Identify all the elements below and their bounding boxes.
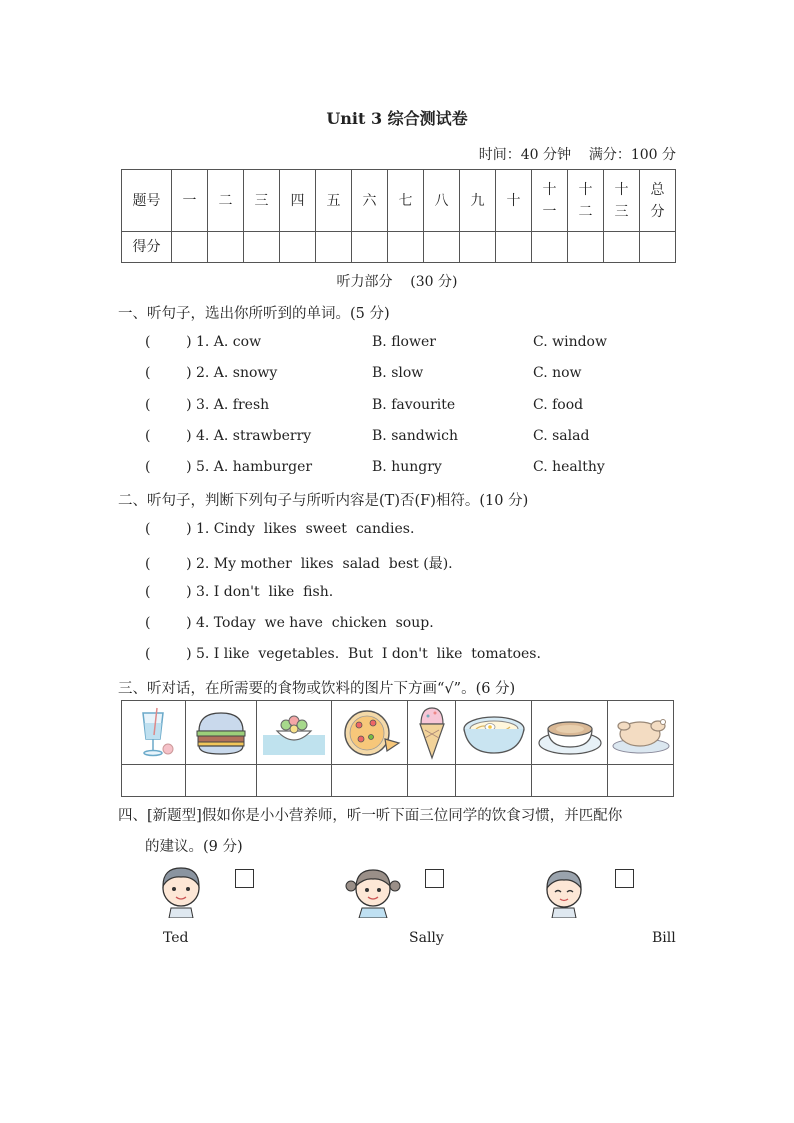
food-cell bbox=[456, 701, 532, 765]
score-cell bbox=[208, 232, 244, 263]
header-cell: 十一 bbox=[532, 170, 568, 232]
food-cell bbox=[332, 701, 408, 765]
score-cell bbox=[172, 232, 208, 263]
answer-cell[interactable] bbox=[608, 765, 674, 797]
header-cell: 十二 bbox=[568, 170, 604, 232]
tf-question bbox=[145, 615, 685, 635]
question-option-a: ( ) 4. A. strawberry bbox=[145, 428, 312, 444]
question-option-c: C. food bbox=[533, 397, 584, 413]
header-cell: 三 bbox=[244, 170, 280, 232]
food-cell bbox=[257, 701, 332, 765]
food-cell bbox=[408, 701, 456, 765]
question-option-a: ( ) 1. A. cow bbox=[145, 334, 262, 350]
question-row bbox=[145, 334, 685, 354]
score-cell bbox=[568, 232, 604, 263]
answer-cell[interactable] bbox=[332, 765, 408, 797]
answer-checkbox[interactable] bbox=[615, 869, 634, 888]
score-cell bbox=[460, 232, 496, 263]
header-cell: 八 bbox=[424, 170, 460, 232]
score-cell bbox=[388, 232, 424, 263]
food-cell bbox=[532, 701, 608, 765]
question-option-b: B. sandwich bbox=[372, 428, 459, 444]
page-title: Unit 3 综合测试卷 bbox=[326, 109, 468, 128]
score-cell bbox=[352, 232, 388, 263]
answer-cell[interactable] bbox=[532, 765, 608, 797]
section2-heading: 二、听句子，判断下列句子与所听内容是(T)否(F)相符。(10 分) bbox=[118, 493, 529, 509]
answer-cell[interactable] bbox=[456, 765, 532, 797]
score-cell bbox=[244, 232, 280, 263]
question-option-b: B. slow bbox=[372, 365, 424, 381]
pizza-icon bbox=[339, 707, 401, 759]
ice-cream-icon bbox=[415, 704, 449, 762]
food-picture-table bbox=[121, 700, 674, 797]
score-cell bbox=[280, 232, 316, 263]
answer-checkbox[interactable] bbox=[235, 869, 254, 888]
question-option-c: C. window bbox=[533, 334, 607, 350]
student-name: Ted bbox=[163, 930, 189, 946]
score-header-row bbox=[122, 170, 676, 232]
noodles-icon bbox=[460, 709, 528, 757]
section4-heading-line1: 四、[新题型]假如你是小小营养师，听一听下面三位同学的饮食习惯，并匹配你 bbox=[118, 808, 623, 824]
header-cell: 一 bbox=[172, 170, 208, 232]
question-option-a: ( ) 5. A. hamburger bbox=[145, 459, 313, 475]
question-option-a: ( ) 3. A. fresh bbox=[145, 397, 270, 413]
header-cell: 五 bbox=[316, 170, 352, 232]
answer-cell[interactable] bbox=[257, 765, 332, 797]
question-option-b: B. favourite bbox=[372, 397, 456, 413]
section3-heading: 三、听对话，在所需要的食物或饮料的图片下方画“√”。(6 分) bbox=[118, 681, 516, 697]
question-option-c: C. now bbox=[533, 365, 582, 381]
time-info: 时间：40 分钟 满分：100 分 bbox=[478, 147, 676, 163]
boy-avatar-icon bbox=[157, 864, 205, 918]
score-table bbox=[121, 169, 676, 263]
section1-heading: 一、听句子，选出你所听到的单词。(5 分) bbox=[118, 306, 390, 322]
food-cell bbox=[608, 701, 674, 765]
score-cell bbox=[532, 232, 568, 263]
tf-question bbox=[145, 584, 685, 604]
girl-avatar-icon bbox=[344, 864, 402, 918]
food-cell bbox=[186, 701, 257, 765]
question-row bbox=[145, 365, 685, 385]
score-value-row bbox=[122, 232, 676, 263]
header-cell: 七 bbox=[388, 170, 424, 232]
header-cell: 题号 bbox=[122, 170, 172, 232]
tf-question bbox=[145, 521, 685, 541]
soup-icon bbox=[536, 709, 604, 757]
student-name: Sally bbox=[409, 930, 444, 946]
tf-question-text: ( ) 5. I like vegetables. But I don't like tomatoes. bbox=[145, 646, 541, 662]
answer-checkbox[interactable] bbox=[425, 869, 444, 888]
header-cell: 总分 bbox=[640, 170, 676, 232]
header-cell: 六 bbox=[352, 170, 388, 232]
salad-icon bbox=[261, 709, 327, 757]
tf-question bbox=[145, 553, 685, 573]
score-cell bbox=[424, 232, 460, 263]
section4-heading-line2: 的建议。(9 分) bbox=[145, 839, 243, 855]
score-cell bbox=[496, 232, 532, 263]
boy-avatar-icon bbox=[541, 866, 587, 918]
roast-chicken-icon bbox=[610, 710, 672, 756]
listening-part-heading: 听力部分 (30 分) bbox=[336, 274, 458, 290]
question-row bbox=[145, 459, 685, 479]
header-cell: 二 bbox=[208, 170, 244, 232]
score-cell bbox=[316, 232, 352, 263]
question-option-b: B. hungry bbox=[372, 459, 442, 475]
food-cell bbox=[122, 701, 186, 765]
student-name: Bill bbox=[652, 930, 676, 946]
header-cell: 九 bbox=[460, 170, 496, 232]
answer-cell[interactable] bbox=[122, 765, 186, 797]
tf-question-text: ( ) 3. I don't like fish. bbox=[145, 584, 334, 600]
tf-question-text: ( ) 4. Today we have chicken soup. bbox=[145, 615, 434, 631]
tf-question bbox=[145, 646, 685, 666]
header-cell: 十 bbox=[496, 170, 532, 232]
score-cell bbox=[604, 232, 640, 263]
tf-question-text: ( ) 2. My mother likes salad best (最). bbox=[145, 556, 453, 572]
question-option-a: ( ) 2. A. snowy bbox=[145, 365, 278, 381]
score-label: 得分 bbox=[122, 232, 172, 263]
answer-cell[interactable] bbox=[186, 765, 257, 797]
header-cell: 四 bbox=[280, 170, 316, 232]
question-option-c: C. healthy bbox=[533, 459, 605, 475]
tf-question-text: ( ) 1. Cindy likes sweet candies. bbox=[145, 521, 415, 537]
hamburger-icon bbox=[191, 709, 251, 757]
question-option-b: B. flower bbox=[372, 334, 436, 350]
header-cell: 十三 bbox=[604, 170, 640, 232]
juice-icon bbox=[129, 705, 179, 761]
question-row bbox=[145, 428, 685, 448]
score-cell bbox=[640, 232, 676, 263]
question-option-c: C. salad bbox=[533, 428, 590, 444]
question-row bbox=[145, 397, 685, 417]
answer-cell[interactable] bbox=[408, 765, 456, 797]
